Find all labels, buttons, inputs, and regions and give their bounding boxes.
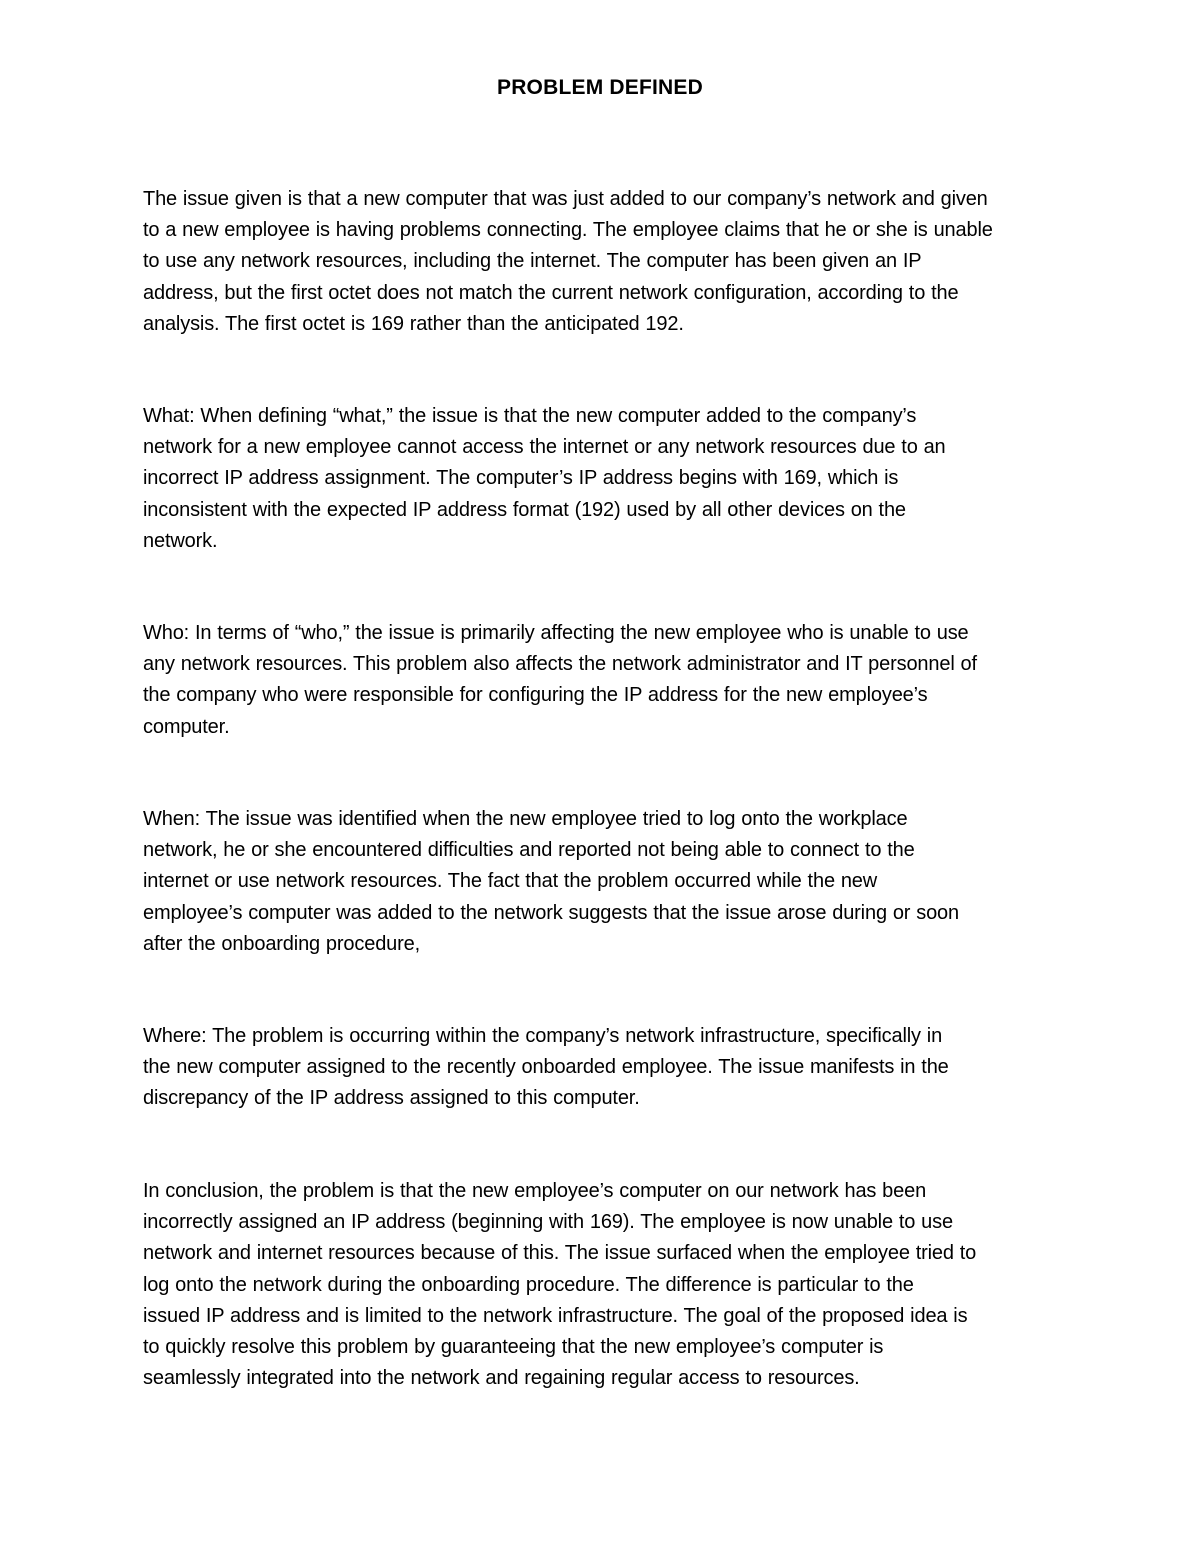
text-line: internet or use network resources. The fact that the problem occurred while the new	[143, 870, 878, 893]
text-line: Who: In terms of “who,” the issue is primarily affecting the new employee who is unable to use	[143, 622, 969, 644]
text-line: the company who were responsible for configuring the IP address for the new employee’s	[143, 684, 928, 707]
text-line: log onto the network during the onboarding procedure. The difference is particular to the	[143, 1273, 914, 1296]
text-line: network, he or she encountered difficulties and reported not being able to connect to the	[143, 839, 915, 862]
text-line: incorrect IP address assignment. The computer’s IP address begins with 169, which is	[143, 467, 899, 490]
text-line: to quickly resolve this problem by guaranteeing that the new employee’s computer is	[143, 1336, 884, 1359]
text-line: The issue given is that a new computer that was just added to our company’s network and given	[143, 188, 988, 210]
text-line: the new computer assigned to the recently onboarded employee. The issue manifests in the	[143, 1056, 949, 1079]
page-title: PROBLEM DEFINED	[496, 76, 703, 99]
text-line: to a new employee is having problems connecting. The employee claims that he or she is unable	[143, 219, 993, 242]
paragraph-what	[143, 401, 1073, 557]
text-line: address, but the first octet does not match the current network configuration, according to the	[143, 281, 959, 304]
text-line: computer.	[143, 715, 230, 738]
text-line: issued IP address and is limited to the network infrastructure. The goal of the proposed idea is	[143, 1304, 968, 1327]
text-line: seamlessly integrated into the network and regaining regular access to resources.	[143, 1367, 860, 1390]
paragraph-where	[143, 1021, 1073, 1115]
text-line: after the onboarding procedure,	[143, 932, 421, 955]
text-line: inconsistent with the expected IP address format (192) used by all other devices on the	[143, 498, 906, 521]
text-line: What: When defining “what,” the issue is that the new computer added to the company’s	[143, 405, 917, 427]
text-line: analysis. The first octet is 169 rather than the anticipated 192.	[143, 312, 684, 335]
text-line: network and internet resources because of this. The issue surfaced when the employee tried to	[143, 1242, 977, 1265]
text-line: employee’s computer was added to the network suggests that the issue arose during or soon	[143, 901, 959, 924]
text-line: When: The issue was identified when the new employee tried to log onto the workplace	[143, 808, 908, 830]
text-line: incorrectly assigned an IP address (beginning with 169). The employee is now unable to use	[143, 1211, 953, 1234]
text-line: network.	[143, 529, 218, 552]
text-line: Where: The problem is occurring within the company’s network infrastructure, specifically in	[143, 1025, 943, 1047]
text-line: In conclusion, the problem is that the new employee’s computer on our network has been	[143, 1180, 927, 1202]
paragraph-when	[143, 804, 1073, 960]
paragraph-conclusion	[143, 1176, 1073, 1394]
text-line: to use any network resources, including the internet. The computer has been given an IP	[143, 250, 922, 273]
text-line: network for a new employee cannot access the internet or any network resources due to an	[143, 436, 946, 459]
text-line: any network resources. This problem also affects the network administrator and IT personnel of	[143, 653, 977, 676]
paragraph-intro	[143, 184, 1073, 340]
paragraph-who	[143, 618, 1073, 743]
text-line: discrepancy of the IP address assigned to this computer.	[143, 1087, 640, 1110]
